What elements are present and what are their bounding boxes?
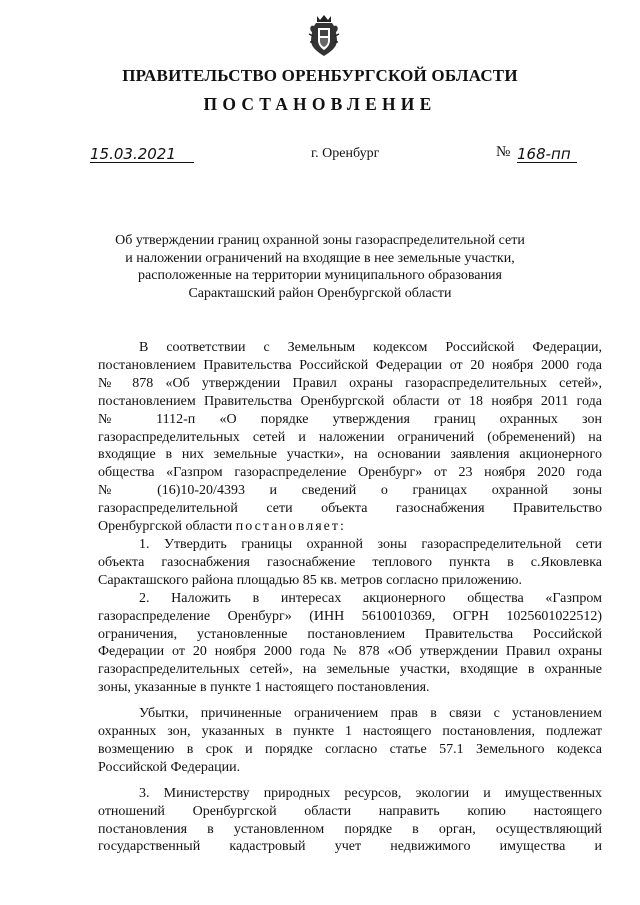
document-body	[98, 339, 602, 856]
document-date: 15.03.2021	[90, 146, 194, 163]
body-line: Саракташского района площадью 85 кв. метров согласно приложению.	[98, 572, 523, 588]
body-line: объекта газоснабжения газоснабжение теплового пункта в с.Яковлевка	[98, 554, 602, 570]
body-line: общества «Газпром газораспределение Оренбург» от 23 ноября 2020 года	[98, 465, 602, 481]
resolve-word: постановляет:	[235, 519, 346, 535]
document-title	[80, 232, 560, 302]
document-city: г. Оренбург	[311, 146, 380, 161]
body-line: Российской Федерации.	[98, 759, 241, 775]
body-line: Федерации от 20 ноября 2000 года № 878 «Об утверждении Правил охраны	[98, 644, 602, 660]
body-line: отношений Оренбургской области направить копию настоящего	[98, 803, 602, 819]
body-line: В соответствии с Земельным кодексом Российской Федерации,	[139, 340, 602, 355]
body-line: газораспределение Оренбург» (ИНН 5610010369, ОГРН 1025601022512)	[98, 608, 602, 624]
title-line: расположенные на территории муниципального образования	[138, 268, 502, 283]
body-line: постановления в установленном порядке в орган, осуществляющий	[98, 821, 602, 837]
body-line: газораспределительных сетей и наложении ограничений (обременений) на	[98, 429, 602, 445]
title-line: Саракташский район Оренбургской области	[188, 285, 452, 301]
body-line: 2. Наложить в интересах акционерного общества «Газпром	[139, 590, 602, 606]
body-line: газораспределительной сети объекта газоснабжения Правительство	[98, 501, 602, 517]
body-line: входящие в них земельные участки», на основании заявления акционерного	[98, 447, 602, 463]
body-line: 1. Утвердить границы охранной зоны газораспределительной сети	[139, 536, 602, 552]
body-line: № 878 «Об утверждении Правил охраны газораспределительных сетей»,	[98, 375, 602, 391]
body-line: государственный кадастровый учет недвижимого имущества и	[98, 839, 602, 855]
body-line: постановлением Правительства Российской Федерации от 20 ноября 2000 года	[98, 357, 602, 373]
body-line: Убытки, причиненные ограничением прав в связи с установлением	[139, 706, 602, 722]
body-line: постановлением Правительства Оренбургской области от 18 ноября 2011 года	[98, 393, 602, 409]
body-line: № 1112-п «О порядке утверждения границ охранных зон	[98, 411, 602, 427]
document-number-label: №	[496, 144, 511, 160]
document-number: 168-пп	[517, 146, 577, 163]
body-line: № (16)10-20/4393 и сведений о границах охранной зоны	[98, 483, 602, 499]
body-line	[98, 518, 602, 536]
body-line: газораспределительных сетей», на земельные участки, входящие в охранные	[98, 662, 602, 678]
government-name: ПРАВИТЕЛЬСТВО ОРЕНБУРГСКОЙ ОБЛАСТИ	[122, 66, 518, 85]
body-line-start: Оренбургской области	[98, 519, 233, 535]
body-line: ограничения, установленные постановлением Правительства Российской	[98, 626, 602, 642]
body-line: зоны, указанные в пункте 1 настоящего постановления.	[98, 680, 430, 696]
title-line: и наложении ограничений на входящие в нее земельные участки,	[125, 250, 515, 266]
body-line: 3. Министерству природных ресурсов, экологии и имущественных	[139, 785, 602, 801]
title-line: Об утверждении границ охранной зоны газораспределительной сети	[115, 233, 525, 248]
body-line: возмещению в срок и порядке согласно статье 57.1 Земельного кодекса	[98, 741, 602, 757]
document-type: ПОСТАНОВЛЕНИЕ	[203, 94, 437, 114]
body-line: охранных зон, указанных в пункте 1 настоящего постановления, подлежат	[98, 724, 602, 740]
coat-of-arms-icon	[308, 14, 340, 58]
